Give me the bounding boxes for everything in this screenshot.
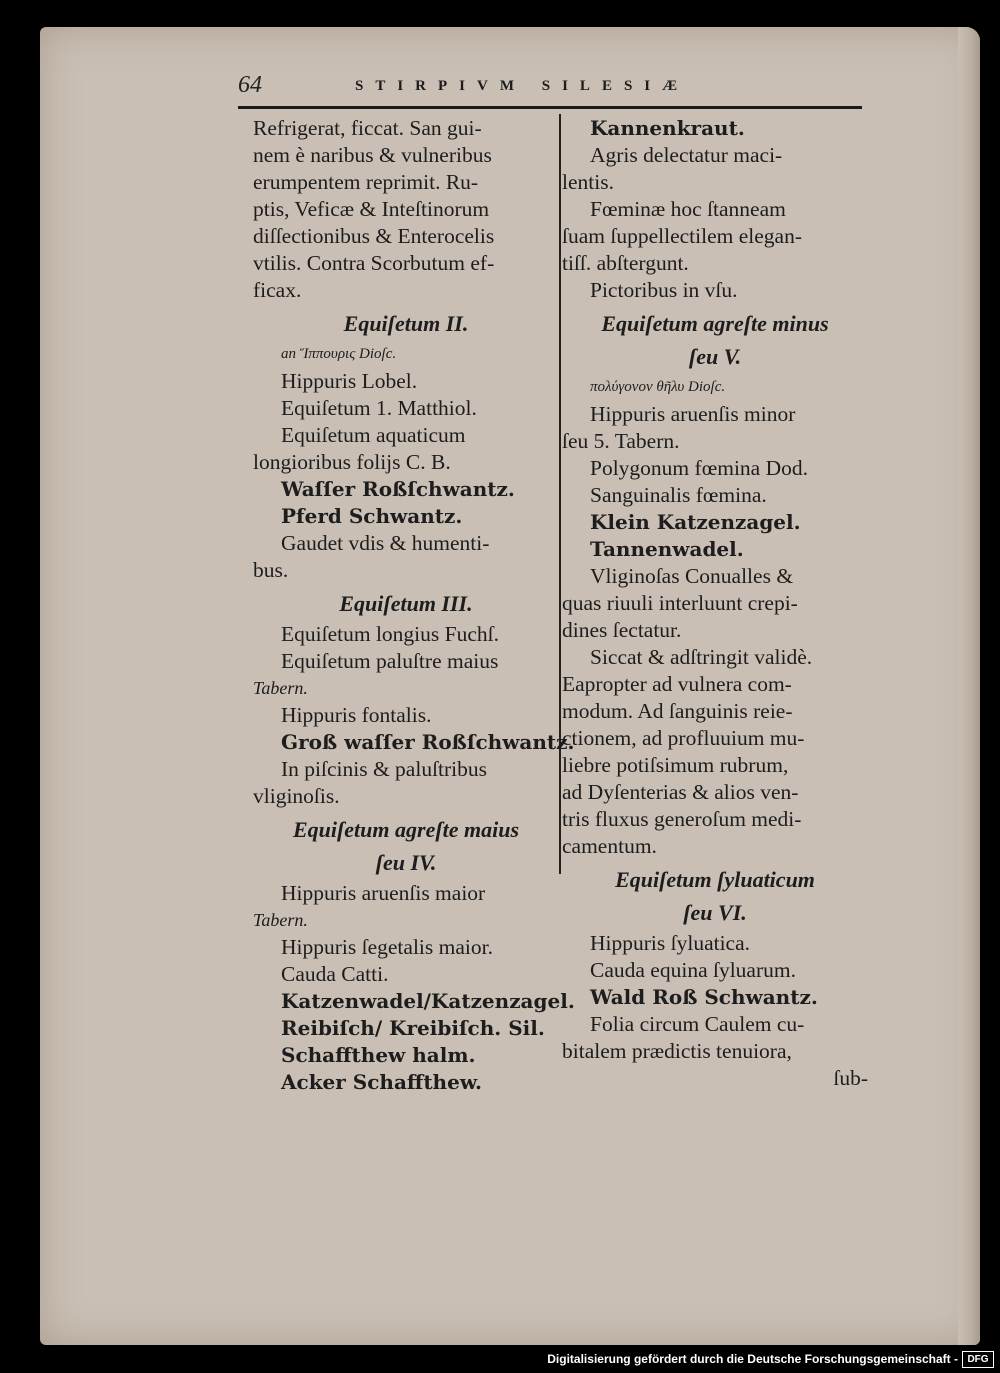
text-line: ctionem, ad profluuium mu- xyxy=(562,726,805,750)
text-line: Eapropter ad vulnera com- xyxy=(562,672,792,696)
text-line: Reibiſch/ Kreibiſch. Sil. xyxy=(281,1016,545,1040)
text-line: Cauda Catti. xyxy=(281,962,389,986)
text-line: Wald Roß Schwantz. xyxy=(590,985,818,1009)
text-line: Acker Schaffthew. xyxy=(281,1070,482,1094)
text-line: ſub- xyxy=(833,1066,868,1090)
text-line: camentum. xyxy=(562,834,657,858)
text-line: Groß waſſer Roßſchwantz. xyxy=(281,730,575,754)
text-line: liebre potiſsimum rubrum, xyxy=(562,753,789,777)
footer-credit: Digitalisierung gefördert durch die Deutsche Forschungsgemeinschaft - xyxy=(547,1352,958,1366)
header-rule xyxy=(238,106,862,109)
text-line: Gaudet vdis & humenti- xyxy=(281,531,490,555)
text-line: Pictoribus in vſu. xyxy=(590,278,738,302)
text-line: Klein Katzenzagel. xyxy=(590,510,801,534)
text-line: Sanguinalis fœmina. xyxy=(590,483,767,507)
text-line: Tannenwadel. xyxy=(590,537,744,561)
text-line: lentis. xyxy=(562,170,614,194)
text-line: Waſſer Roßſchwantz. xyxy=(281,477,515,501)
column-divider xyxy=(559,114,561,874)
text-line: ad Dyſenterias & alios ven- xyxy=(562,780,799,804)
text-line: vtilis. Contra Scorbutum ef- xyxy=(253,251,495,275)
text-line: ptis, Veficæ & Inteſtinorum xyxy=(253,197,490,221)
text-line: longioribus folijs C. B. xyxy=(253,450,451,474)
text-line: Equiſetum aquaticum xyxy=(281,423,466,447)
text-line: Equiſetum longius Fuchſ. xyxy=(281,622,499,646)
entry-heading: ſeu VI. xyxy=(683,900,747,925)
footer-bar xyxy=(0,1346,1000,1373)
text-line: Hippuris fontalis. xyxy=(281,703,432,727)
left-column xyxy=(253,115,575,1096)
text-line: Tabern. xyxy=(253,678,308,698)
text-line: dines ſectatur. xyxy=(562,618,682,642)
running-title: STIRPIVM SILESIÆ xyxy=(355,78,690,94)
text-line: Katzenwadel/Katzenzagel. xyxy=(281,989,575,1013)
text-line: ſeu 5. Tabern. xyxy=(562,429,680,453)
text-line: Kannenkraut. xyxy=(590,116,745,140)
text-line: vliginoſis. xyxy=(253,784,340,808)
text-line: πολύγονον θῆλυ Dioſc. xyxy=(590,379,726,395)
text-line: an Ἵππουρις Dioſc. xyxy=(281,346,397,362)
text-line: Folia circum Caulem cu- xyxy=(590,1012,805,1036)
text-line: Equiſetum paluſtre maius xyxy=(281,649,499,673)
text-line: Hippuris aruenſis minor xyxy=(590,402,796,426)
text-line: Hippuris ſyluatica. xyxy=(590,931,751,955)
entry-heading: ſeu IV. xyxy=(375,850,437,875)
text-line: Schaffthew halm. xyxy=(281,1043,476,1067)
text-line: ſuam ſuppellectilem elegan- xyxy=(562,224,802,248)
text-line: Hippuris Lobel. xyxy=(281,369,418,393)
text-line: nem è naribus & vulneribus xyxy=(253,143,492,167)
text-line: bitalem prædictis tenuiora, xyxy=(562,1039,792,1063)
text-line: Equiſetum 1. Matthiol. xyxy=(281,396,477,420)
text-line: Polygonum fœmina Dod. xyxy=(590,456,808,480)
entry-heading: Equiſetum agreſte minus xyxy=(601,311,829,336)
entry-heading: Equiſetum agreſte maius xyxy=(292,817,520,842)
text-line: Hippuris aruenſis maior xyxy=(281,881,486,905)
text-line: ficax. xyxy=(253,278,302,302)
text-line: Siccat & adſtringit validè. xyxy=(590,645,813,669)
text-line: erumpentem reprimit. Ru- xyxy=(253,170,479,194)
text-line: diſſectionibus & Enterocelis xyxy=(253,224,495,248)
text-line: Vliginoſas Conualles & xyxy=(590,564,794,588)
text-line: Hippuris ſegetalis maior. xyxy=(281,935,493,959)
text-line: Fœminæ hoc ſtanneam xyxy=(590,197,786,221)
right-column xyxy=(562,115,868,1092)
text-line: bus. xyxy=(253,558,289,582)
text-line: tris fluxus generoſum medi- xyxy=(562,807,802,831)
page-number: 64 xyxy=(238,72,262,98)
dfg-logo[interactable]: DFG xyxy=(962,1351,994,1368)
entry-heading: Equiſetum ſyluaticum xyxy=(615,867,815,892)
text-line: Cauda equina ſyluarum. xyxy=(590,958,796,982)
text-line: tiſſ. abſtergunt. xyxy=(562,251,689,275)
entry-heading: Equiſetum II. xyxy=(343,311,469,336)
text-line: quas riuuli interluunt crepi- xyxy=(562,591,798,615)
entry-heading: ſeu V. xyxy=(688,344,742,369)
text-line: Refrigerat, ficcat. San gui- xyxy=(253,116,482,140)
text-line: modum. Ad ſanguinis reie- xyxy=(562,699,793,723)
text-line: In piſcinis & paluſtribus xyxy=(281,757,488,781)
page-edge xyxy=(958,27,980,1345)
entry-heading: Equiſetum III. xyxy=(339,591,473,616)
text-line: Pferd Schwantz. xyxy=(281,504,463,528)
text-line: Agris delectatur maci- xyxy=(590,143,783,167)
text-line: Tabern. xyxy=(253,910,308,930)
